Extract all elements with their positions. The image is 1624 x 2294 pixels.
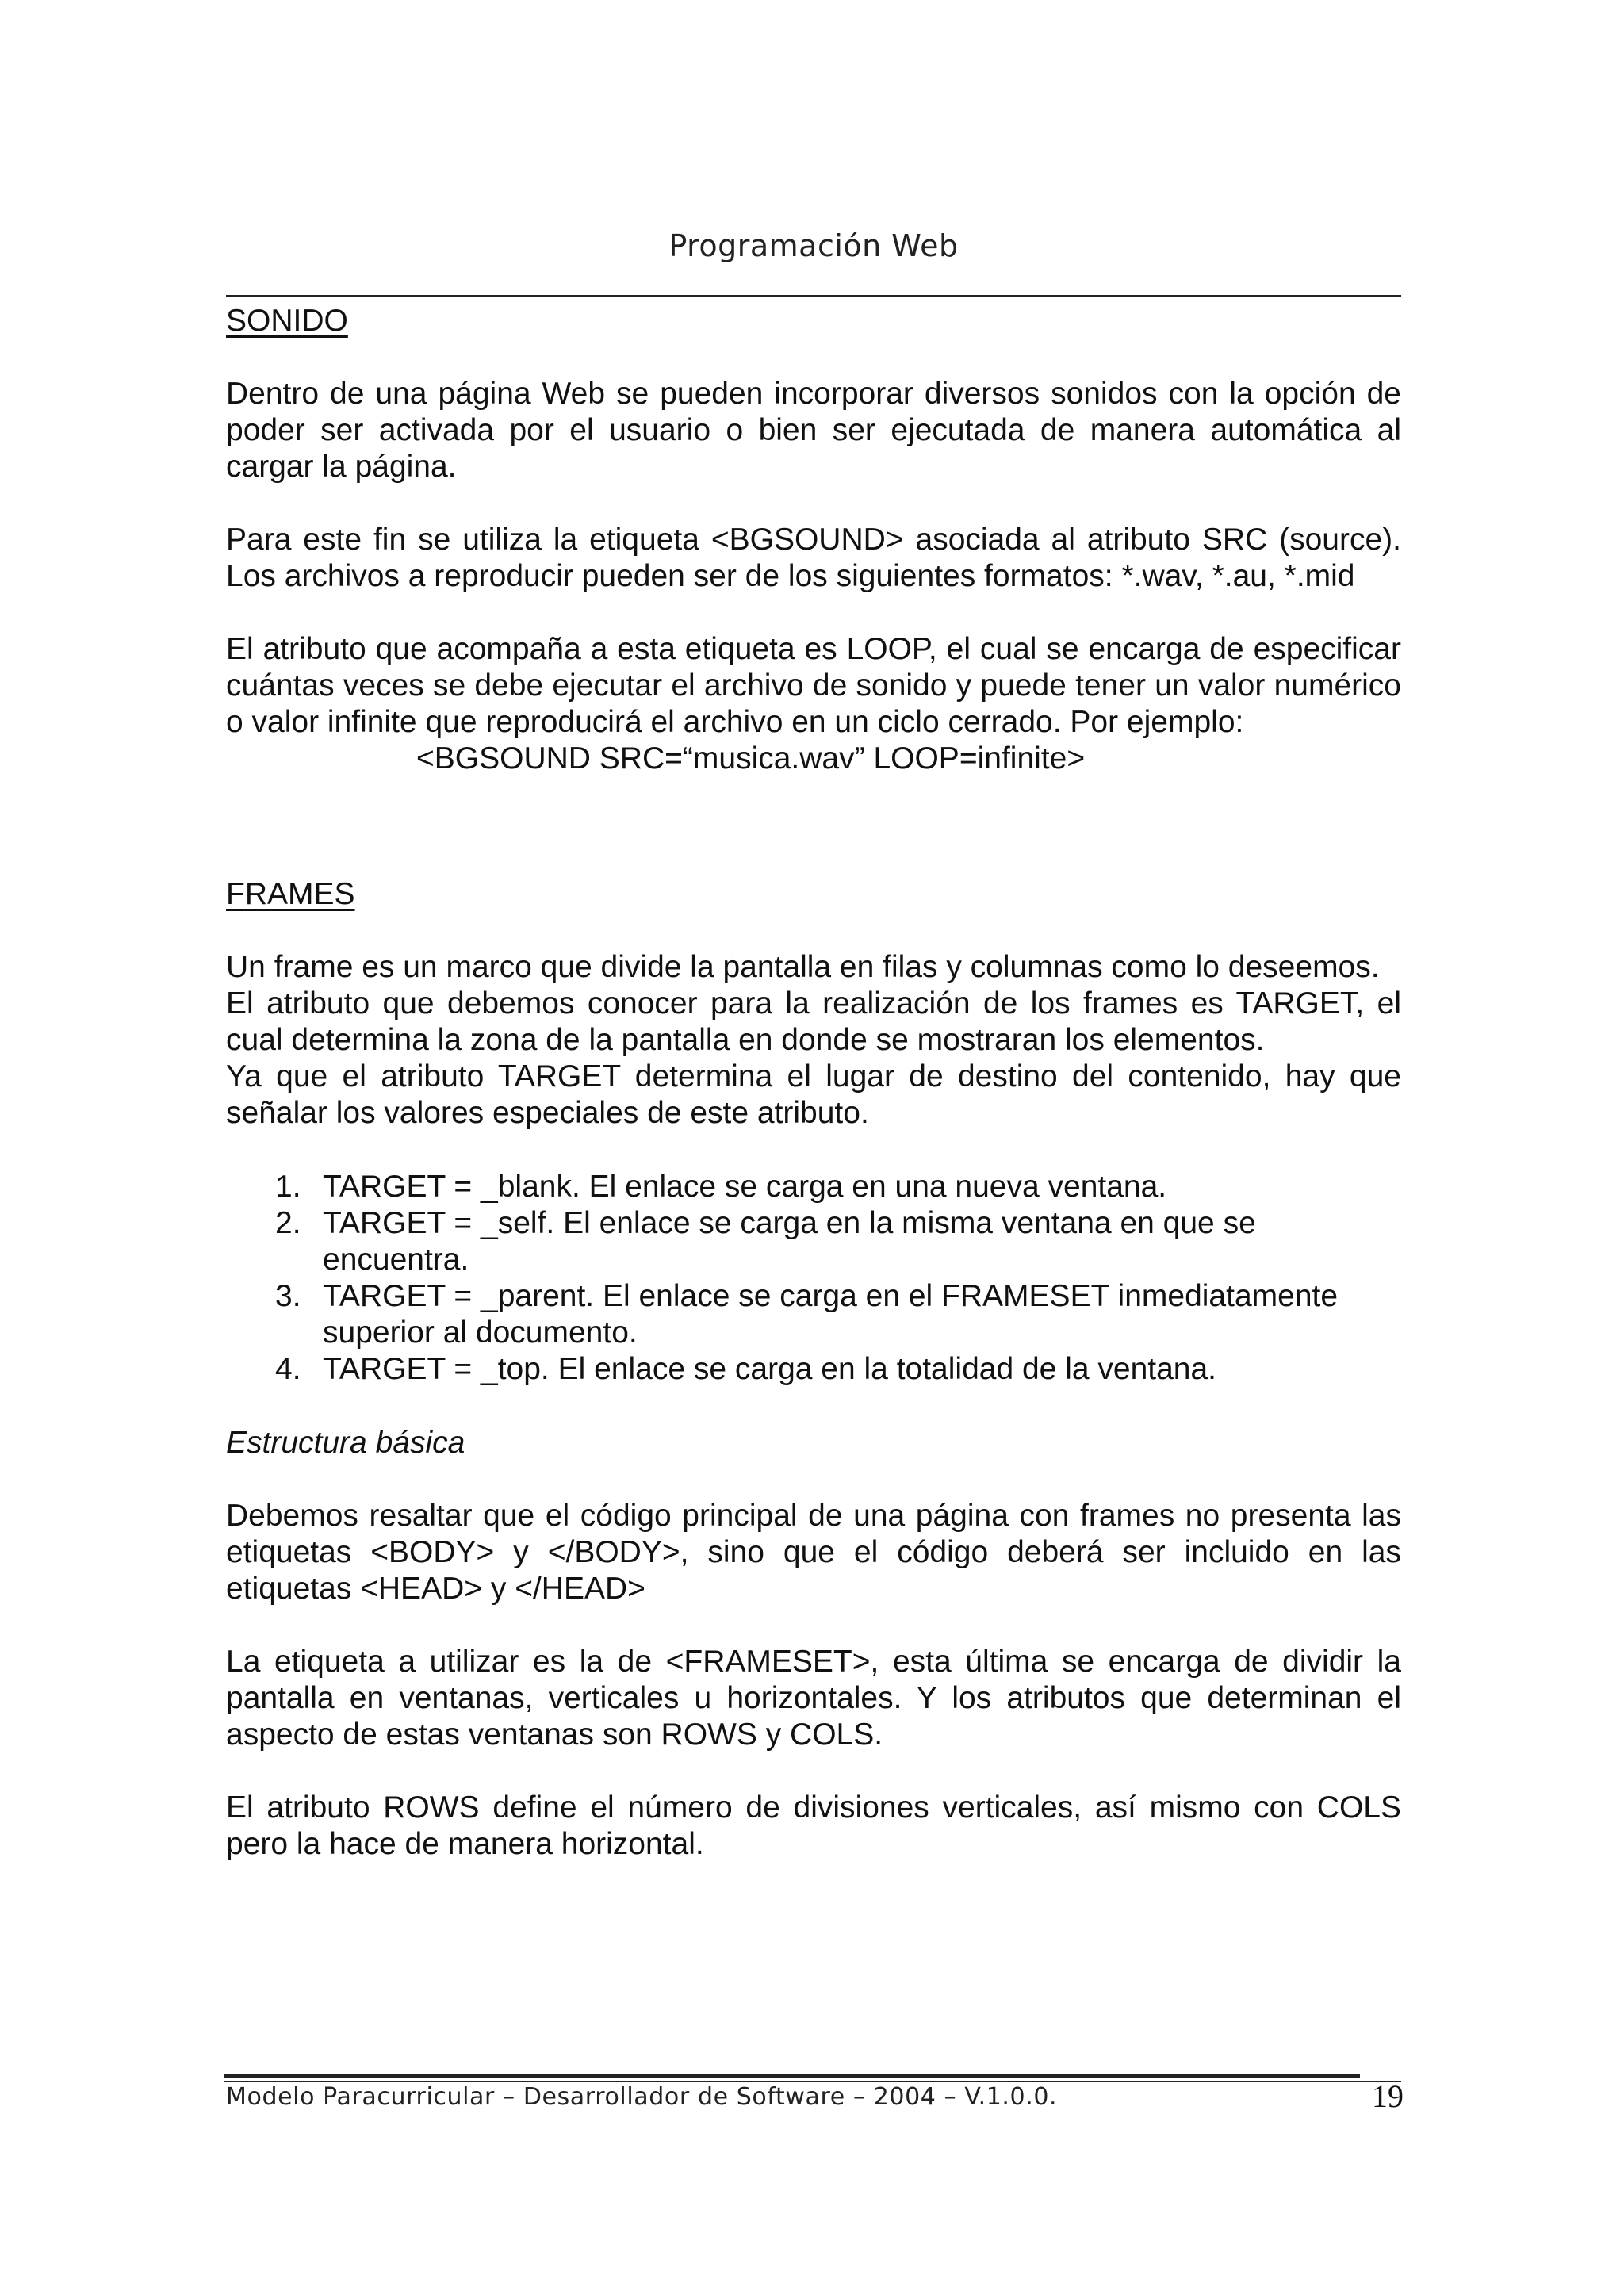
list-item [226,1169,1401,1205]
header-rule [226,295,1401,297]
list-item [226,1278,1401,1351]
page-content [226,303,1401,1863]
list-item-number: 1. [275,1170,301,1204]
subheading-estructura-basica: Estructura básica [226,1426,465,1460]
structure-paragraph-3: El atributo ROWS define el número de divisiones verticales, así mismo con COLS pero la hace de manera horizontal. [226,1790,1401,1861]
list-item-text: TARGET = _top. El enlace se carga en la totalidad de la ventana. [323,1352,1217,1386]
section-heading-sonido: SONIDO [226,304,348,338]
bgsound-code-example: <BGSOUND SRC=“musica.wav” LOOP=infinite> [416,741,1086,776]
frames-paragraph-1: Un frame es un marco que divide la pantalla en filas y columnas como lo deseemos. [226,950,1380,984]
footer-text: Modelo Paracurricular – Desarrollador de Software – 2004 – V.1.0.0. [226,2083,1058,2111]
frames-paragraph-3: Ya que el atributo TARGET determina el lugar de destino del contenido, hay que señalar los valores especiales de este atributo. [226,1059,1401,1130]
structure-paragraph-2: La etiqueta a utilizar es la de <FRAMESET>, esta última se encarga de dividir la pantalla en ventanas, verticales u horizontales. Y los atributos que determinan el aspecto de estas ventanas son ROWS y COLS. [226,1645,1401,1752]
page-number: 19 [1372,2078,1404,2114]
sonido-paragraph-3: El atributo que acompaña a esta etiqueta es LOOP, el cual se encarga de especificar cuántas veces se debe ejecutar el archivo de sonido y puede tener un valor numérico o valor infinite que reproducirá el archivo en un ciclo cerrado. Por ejemplo: [226,632,1401,739]
sonido-paragraph-2: Para este fin se utiliza la etiqueta <BGSOUND> asociada al atributo SRC (source). Los archivos a reproducir pueden ser de los siguientes formatos: *.wav, *.au, *.mid [226,523,1401,593]
sonido-paragraph-1: Dentro de una página Web se pueden incorporar diversos sonidos con la opción de poder ser activada por el usuario o bien ser ejecutada de manera automática al cargar la página. [226,377,1401,484]
list-item-text: TARGET = _self. El enlace se carga en la misma ventana en que se encuentra. [323,1206,1256,1277]
list-item-number: 4. [275,1352,301,1386]
list-item-number: 3. [275,1279,301,1313]
footer-rule-thick [224,2074,1360,2078]
frames-paragraph-2: El atributo que debemos conocer para la realización de los frames es TARGET, el cual determina la zona de la pantalla en donde se mostraran los elementos. [226,986,1401,1057]
section-heading-frames: FRAMES [226,877,355,911]
running-header: Programación Web [668,228,959,263]
list-item-text: TARGET = _blank. El enlace se carga en una nueva ventana. [323,1170,1167,1204]
list-item-number: 2. [275,1206,301,1240]
list-item [226,1205,1401,1278]
list-item-text: TARGET = _parent. El enlace se carga en el FRAMESET inmediatamente superior al documento. [323,1279,1339,1350]
footer-rule-thin [224,2081,1401,2082]
structure-paragraph-1: Debemos resaltar que el código principal de una página con frames no presenta las etiquetas <BODY> y </BODY>, sino que el código deberá ser incluido en las etiquetas <HEAD> y </HEAD> [226,1499,1401,1606]
list-item [226,1351,1401,1388]
target-values-list [226,1169,1401,1388]
